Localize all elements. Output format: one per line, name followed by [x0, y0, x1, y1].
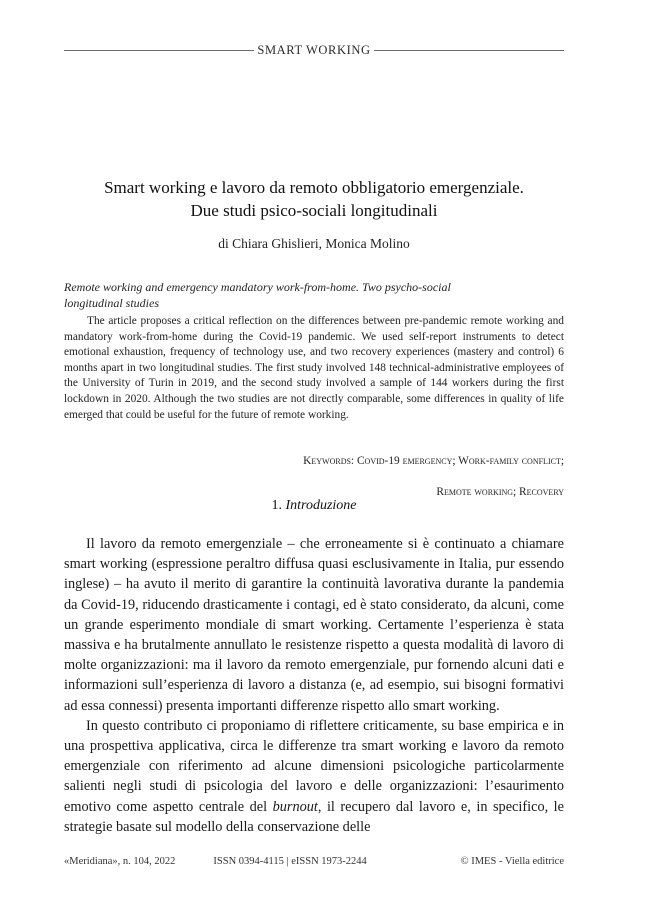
running-header-label: SMART WORKING	[257, 42, 371, 57]
header-rule-left	[64, 50, 254, 51]
section-title: Introduzione	[285, 498, 357, 513]
footer-publisher: © IMES - Viella editrice	[460, 856, 564, 867]
section-heading	[64, 498, 564, 514]
body-text	[64, 534, 564, 837]
keywords-line1: Keywords: Covid-19 emergency; Work-family conflict;	[303, 454, 564, 467]
body-paragraph-1: Il lavoro da remoto emergenziale – che erroneamente si è continuato a chiamare smart working (espressione peraltro diffusa quasi esclusivamente in Italia, pur essendo inglese) – ha avuto il merito di garantire la continuità lavorativa durante la pandemia da Covid-19, riducendo drasticamente i contagi, ed è stato considerato, da alcuni, come un grande esperimento mondiale di smart working. Certamente l’esperienza è stata massiva e ha brutalmente annullato le resistenze rispetto a questa modalità di lavoro di molte organizzazioni: ma il lavoro da remoto emergenziale, pur fornendo alcuni dati e informazioni sull’esperienza di lavoro a distanza (e, ad esempio, sui bisogni formativi ad essa connessi) presenta importanti differenze rispetto allo smart working.	[64, 536, 564, 714]
section-number: 1.	[271, 498, 282, 513]
article-title-line1: Smart working e lavoro da remoto obbligatorio emergenziale.	[104, 178, 524, 197]
abstract-english-title: Remote working and emergency mandatory work-from-home. Two psycho-social longitudinal studies	[64, 280, 451, 310]
header-rule-right	[374, 50, 564, 51]
footer-journal: «Meridiana», n. 104, 2022	[64, 856, 176, 867]
article-title	[64, 176, 564, 222]
body-paragraph-2-start: In questo contributo ci proponiamo di riflettere criticamente, su base empirica e in una prospettiva applicativa, circa le differenze tra smart working e lavoro da remoto emergenziale con riferimento ad alcune dimensioni psicologiche particolarmente salienti negli studi di psicologia del lavoro e delle organizzazioni: l’esaurimento emotivo come aspetto centrale del	[64, 717, 564, 815]
body-paragraph-2-italic: burnout	[272, 798, 318, 815]
body-paragraph-2	[64, 716, 564, 837]
article-authors: di Chiara Ghislieri, Monica Molino	[218, 236, 410, 251]
abstract-text: The article proposes a critical reflection on the differences between pre-pandemic remote working and mandatory work-from-home during the Covid-19 pandemic. We used self-report instruments to detect emotional exhaustion, frequency of technology use, and two recovery experiences (mastery and control) 6 months apart in two longitudinal studies. The first study involved 148 technical-administrative employees of the University of Turin in 2019, and the second study involved a sample of 144 workers during the first lockdown in 2020. Although the two studies are not directly comparable, some differences in quality of life emerged that could be useful for the future of remote working.	[64, 315, 564, 421]
body-paragraph-2-end: , il recupero dal lavoro e, in specifico, le strategie basate sul modello della conservazione delle	[64, 798, 564, 835]
keywords-line2: Remote working; Recovery	[436, 485, 564, 498]
article-title-line2: Due studi psico-sociali longitudinali	[190, 201, 438, 220]
page-footer	[64, 856, 564, 867]
running-header	[64, 42, 564, 58]
footer-issn: ISSN 0394-4115 | eISSN 1973-2244	[213, 856, 367, 867]
